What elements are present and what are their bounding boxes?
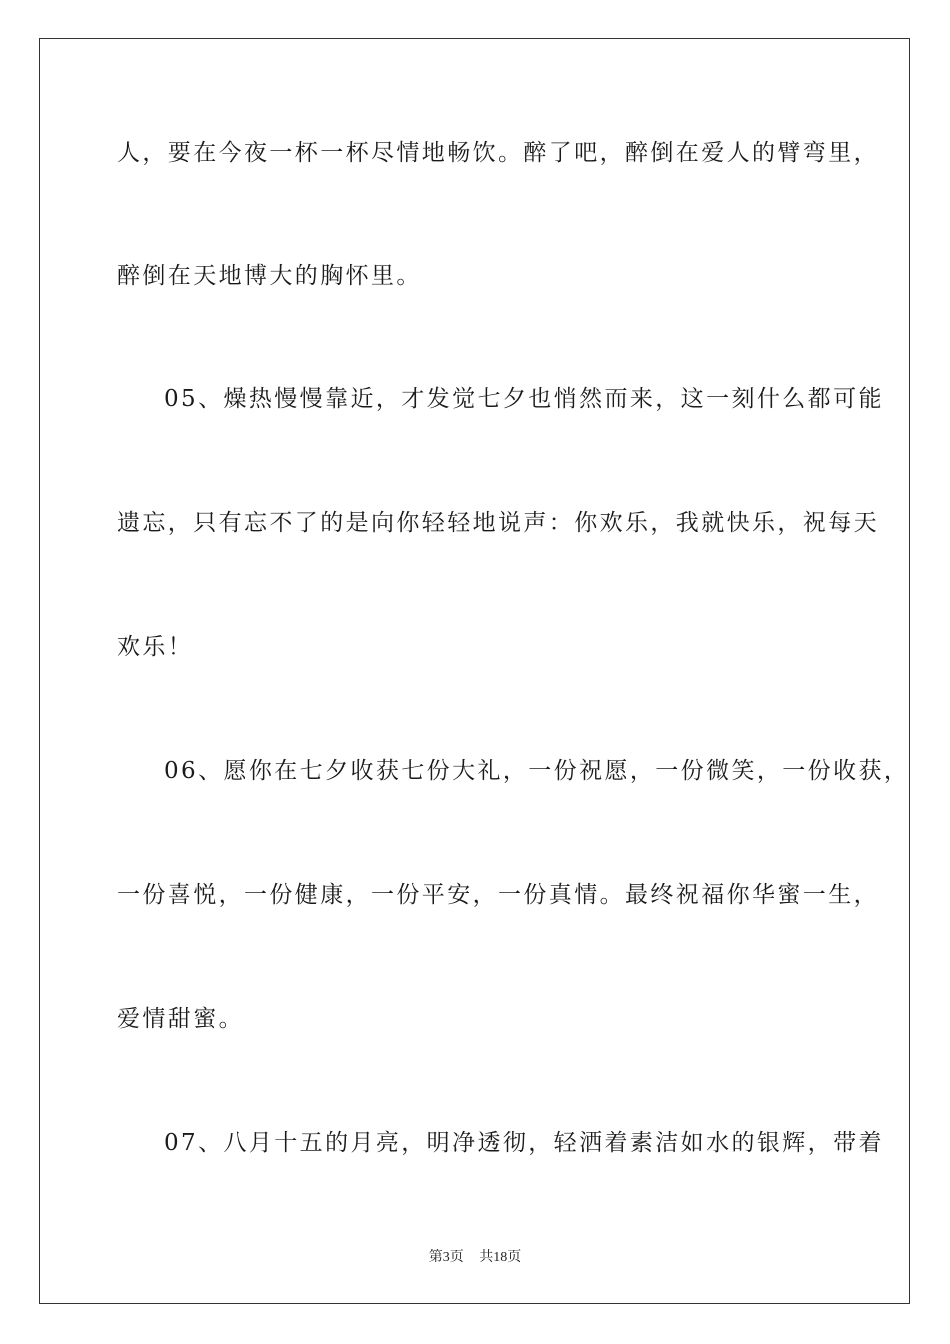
paragraph-06-line-2: 一份喜悦，一份健康，一份平安，一份真情。最终祝福你华蜜一生， bbox=[117, 882, 879, 908]
page-number: 第3页 bbox=[428, 1250, 464, 1265]
paragraph-05-line-2: 遗忘，只有忘不了的是向你轻轻地说声：你欢乐，我就快乐，祝每天 bbox=[117, 510, 879, 536]
body-line-1: 人，要在今夜一杯一杯尽情地畅饮。醉了吧，醉倒在爱人的臂弯里， bbox=[117, 140, 879, 166]
paragraph-05-line-1: 05、燥热慢慢靠近，才发觉七夕也悄然而来，这一刻什么都可能 bbox=[164, 386, 884, 412]
page-footer bbox=[0, 1246, 950, 1266]
body-line-2: 醉倒在天地博大的胸怀里。 bbox=[117, 263, 422, 289]
page-border bbox=[39, 38, 910, 1304]
page-total: 共18页 bbox=[479, 1250, 522, 1265]
paragraph-06-line-1: 06、愿你在七夕收获七份大礼，一份祝愿，一份微笑，一份收获， bbox=[164, 758, 910, 784]
paragraph-05-line-3: 欢乐！ bbox=[117, 634, 194, 660]
paragraph-06-line-3: 爱情甜蜜。 bbox=[117, 1006, 244, 1032]
paragraph-07-line-1: 07、八月十五的月亮，明净透彻，轻洒着素洁如水的银辉，带着 bbox=[164, 1130, 884, 1156]
